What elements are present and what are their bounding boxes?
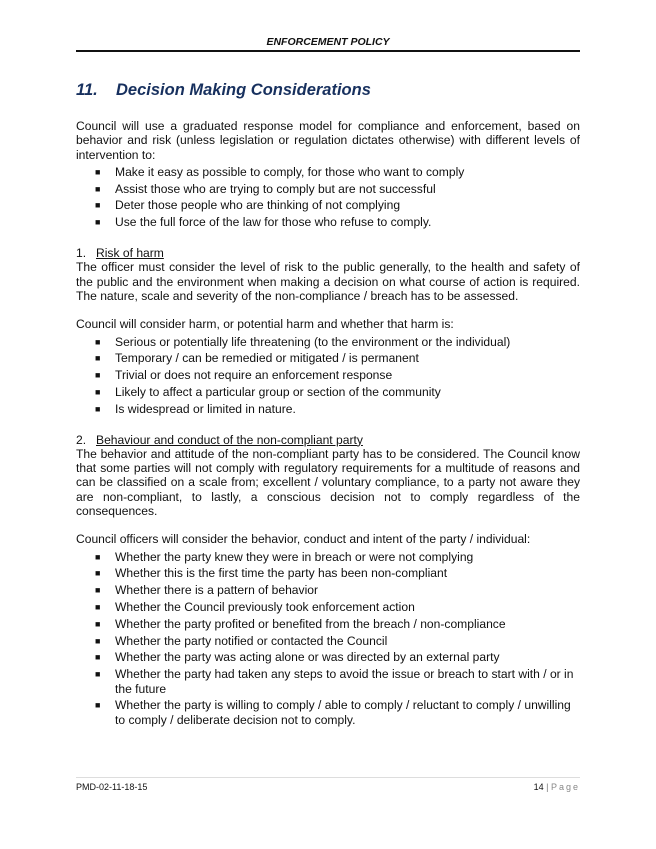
section-number: 11. [76, 81, 98, 99]
bullet-icon: ■ [95, 386, 101, 397]
risk-paragraph: The officer must consider the level of risk to the public generally, to the health and safety of the public and the environment when making a decision on what course of action is required. The nature, scale and severity of the non-compliance / breach has to be assessed. [76, 260, 580, 303]
list-item: ■ Whether the party knew they were in breach or were not complying [95, 549, 474, 564]
list-item: ■ Whether the party profited or benefited from the breach / non-compliance [95, 616, 506, 631]
list-item: ■ Assist those who are trying to comply but are not successful [95, 181, 436, 196]
bullet-icon: ■ [95, 370, 101, 381]
footer-doc-code: PMD-02-11-18-15 [76, 782, 148, 792]
risk-lead: Council will consider harm, or potential harm and whether that harm is: [76, 317, 454, 332]
bullet-icon: ■ [95, 568, 101, 579]
list-item: ■ Serious or potentially life threatening (to the environment or the individual) [95, 334, 511, 349]
footer-rule [76, 777, 580, 778]
bullet-icon: ■ [95, 403, 101, 414]
list-item: ■ Make it easy as possible to comply, for those who want to comply [95, 164, 465, 179]
section-title: Decision Making Considerations [116, 81, 371, 99]
bullet-icon: ■ [95, 217, 101, 228]
page-separator: | [546, 782, 549, 792]
behaviour-bullet-list [76, 550, 580, 727]
header-title: ENFORCEMENT POLICY [266, 36, 390, 48]
footer-page-indicator [534, 782, 580, 792]
bullet-icon: ■ [95, 635, 101, 646]
list-item: ■ Use the full force of the law for those who refuse to comply. [95, 215, 432, 230]
bullet-icon: ■ [95, 700, 101, 711]
bullet-icon: ■ [95, 551, 101, 562]
bullet-icon: ■ [95, 200, 101, 211]
list-item: ■ Whether the party had taken any steps to avoid the issue or breach to start with / or in the future [95, 667, 574, 696]
behaviour-paragraph: The behavior and attitude of the non-compliant party has to be considered. The Council know that some parties will not comply with regulatory requirements for a multitude of reasons and can be classified on a scale from; excellent / voluntary compliance, to a party not aware they are non-compliant, to lastly, a conscious decision not to comply regardless of the consequences. [76, 446, 580, 519]
behaviour-subheading: 2. Behaviour and conduct of the non-compliant party [76, 432, 363, 447]
list-item: ■ Temporary / can be remedied or mitigated / is permanent [95, 351, 419, 366]
bullet-icon: ■ [95, 602, 101, 613]
header-rule [76, 50, 580, 52]
list-item: ■ Whether the Council previously took enforcement action [95, 600, 415, 615]
document-body [76, 119, 580, 729]
list-item: ■ Trivial or does not require an enforcement response [95, 368, 393, 383]
list-item: ■ Is widespread or limited in nature. [95, 401, 296, 416]
list-item: ■ Whether this is the first time the party has been non-compliant [95, 566, 448, 581]
intro-bullet-list [76, 165, 580, 230]
risk-bullet-list [76, 335, 580, 416]
list-item: ■ Deter those people who are thinking of not complying [95, 198, 401, 213]
bullet-icon: ■ [95, 652, 101, 663]
risk-subheading: 1. Risk of harm [76, 246, 164, 261]
bullet-icon: ■ [95, 585, 101, 596]
bullet-icon: ■ [95, 353, 101, 364]
list-item: ■ Whether the party notified or contacted the Council [95, 633, 388, 648]
list-item: ■ Whether the party was acting alone or was directed by an external party [95, 650, 500, 665]
page-label: Page [550, 782, 580, 792]
page-number: 14 [533, 782, 544, 792]
list-item: ■ Whether the party is willing to comply / able to comply / reluctant to comply / unwilling to comply / deliberate decision not to comply. [95, 698, 571, 727]
bullet-icon: ■ [95, 166, 101, 177]
bullet-icon: ■ [95, 669, 101, 680]
behaviour-lead: Council officers will consider the behavior, conduct and intent of the party / individual: [76, 532, 531, 547]
bullet-icon: ■ [95, 183, 101, 194]
bullet-icon: ■ [95, 618, 101, 629]
intro-paragraph: Council will use a graduated response model for compliance and enforcement, based on behavior and risk (unless legislation or regulation dictates otherwise) with different levels of intervention to: [76, 119, 580, 162]
bullet-icon: ■ [95, 336, 101, 347]
section-heading [76, 81, 580, 100]
list-item: ■ Likely to affect a particular group or section of the community [95, 384, 441, 399]
list-item: ■ Whether there is a pattern of behavior [95, 583, 319, 598]
